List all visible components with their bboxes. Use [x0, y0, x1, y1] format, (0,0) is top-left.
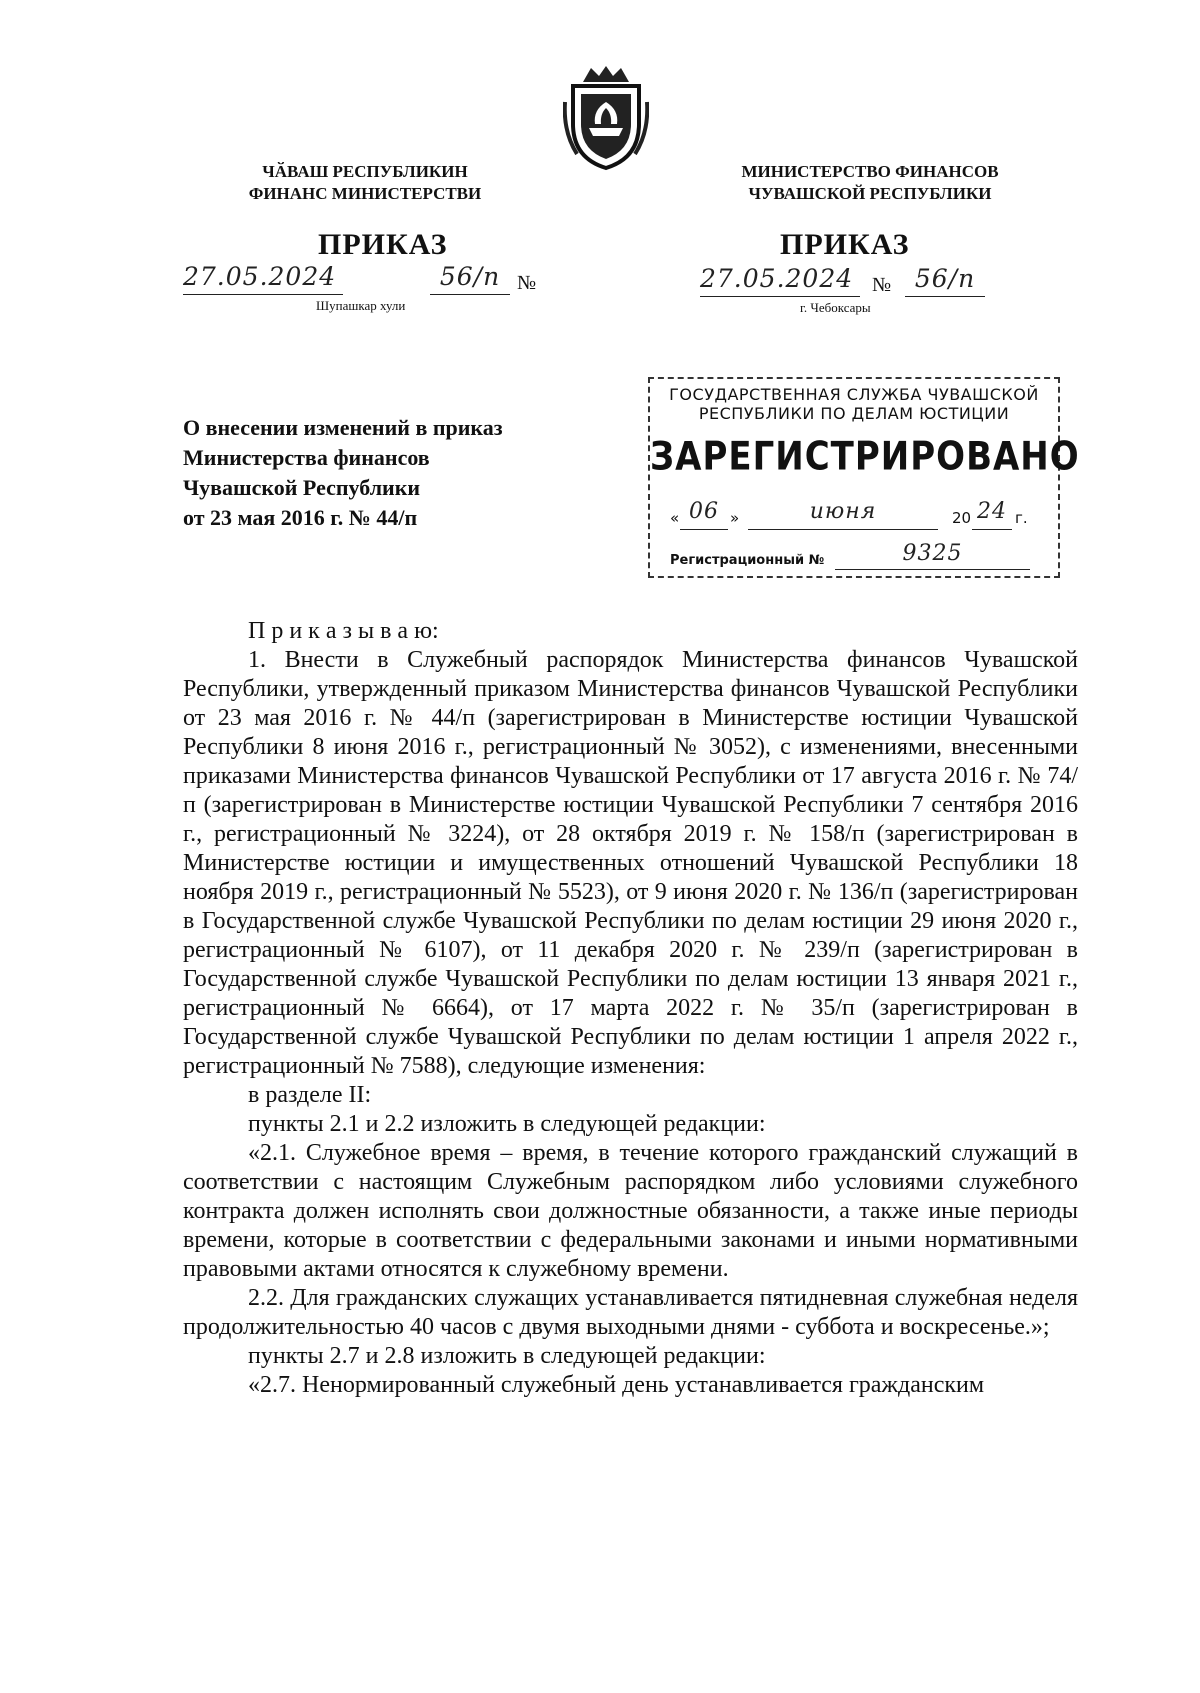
- stamp-header: [662, 385, 1046, 423]
- stamp-line2: РЕСПУБЛИКИ ПО ДЕЛАМ ЮСТИЦИИ: [698, 404, 1010, 423]
- stamp-reg-number: 9325: [835, 541, 1030, 570]
- paragraph-2-2: 2.2. Для гражданских служащих устанавливается пятидневная служебная неделя продолжительностью 40 часов с двумя выходными днями - суббота и воскресенье.»;: [183, 1285, 1078, 1340]
- paragraph-1: 1. Внести в Служебный распорядок Министерства финансов Чувашской Республики, утвержденный приказом Министерства финансов Чувашской Республики от 23 мая 2016 г. № 44/п (зарегистрирован в Министерстве юстиции Чувашской Республики 8 июня 2016 г., регистрационный № 3052), с изменениями, внесенными приказами Министерства финансов Чувашской Республики от 17 августа 2016 г. № 74/п (зарегистрирован в Министерстве юстиции Чувашской Республики 7 сентября 2016 г., регистрационный № 3224), от 28 октября 2019 г. № 158/п (зарегистрирован в Министерстве юстиции и имущественных отношений Чувашской Республики 18 ноября 2019 г., регистрационный № 5523), от 9 июня 2020 г. № 136/п (зарегистрирован в Государственной службе Чувашской Республики по делам юстиции 29 июня 2020 г., регистрационный № 6107), от 11 декабря 2020 г. № 239/п (зарегистрирован в Государственной службе Чувашской Республики по делам юстиции 13 января 2021 г., регистрационный № 6664), от 17 марта 2022 г. № 35/п (зарегистрирован в Государственной службе Чувашской Республики по делам юстиции 1 апреля 2022 г., регистрационный № 7588), следующие изменения:: [183, 647, 1078, 1079]
- order-date-left: 27.05.2024: [183, 262, 343, 295]
- subject-line3: Чувашской Республики: [183, 475, 421, 500]
- number-sign-right: №: [872, 274, 892, 296]
- order-title-right: ПРИКАЗ: [780, 228, 910, 261]
- stamp-line1: ГОСУДАРСТВЕННАЯ СЛУЖБА ЧУВАШСКОЙ: [669, 385, 1039, 404]
- order-phrase: П р и к а з ы в а ю:: [248, 618, 439, 644]
- order-number-right: 56/п: [905, 264, 985, 297]
- stamp-day: 06: [680, 499, 728, 530]
- header-right: [715, 161, 1025, 205]
- stamp-year-suffix: 24: [972, 499, 1012, 530]
- document-body: [183, 617, 1078, 1400]
- order-date-right: 27.05.2024: [700, 264, 860, 297]
- stamp-year-g: г.: [1015, 509, 1028, 527]
- stamp-open-quote: «: [670, 509, 680, 527]
- document-subject: [183, 413, 543, 533]
- order-title-left: ПРИКАЗ: [318, 228, 448, 261]
- paragraph-section-2: в разделе II:: [248, 1082, 372, 1108]
- stamp-reg-label: Регистрационный №: [670, 553, 825, 568]
- stamp-close-quote: »: [730, 509, 740, 527]
- number-sign-left: №: [517, 272, 537, 294]
- stamp-registration: [670, 541, 1050, 571]
- paragraph-points-2-7-2-8: пункты 2.7 и 2.8 изложить в следующей редакции:: [248, 1343, 766, 1369]
- stamp-date: [670, 499, 1050, 533]
- stamp-title: ЗАРЕГИСТРИРОВАНО: [650, 434, 1080, 480]
- header-left: [230, 161, 500, 205]
- subject-line1: О внесении изменений в приказ: [183, 415, 503, 440]
- order-number-left: 56/п: [430, 262, 510, 295]
- paragraph-points-2-1-2-2: пункты 2.1 и 2.2 изложить в следующей редакции:: [248, 1111, 766, 1137]
- header-right-line1: МИНИСТЕРСТВО ФИНАНСОВ: [741, 162, 999, 181]
- paragraph-2-1: «2.1. Служебное время – время, в течение которого гражданский служащий в соответствии с настоящим Служебным распорядком либо условиями служебного контракта должен исполнять свои должностные обязанности, а также иные периоды времени, которые в соответствии с федеральными законами и иными нормативными правовыми актами относятся к служебному времени.: [183, 1140, 1078, 1282]
- registration-stamp: [648, 377, 1080, 578]
- header-right-line2: ЧУВАШСКОЙ РЕСПУБЛИКИ: [748, 184, 992, 203]
- stamp-month: июня: [748, 499, 938, 530]
- header-left-line1: ЧӐВАШ РЕСПУБЛИКИН: [262, 162, 468, 181]
- coat-of-arms-emblem: [563, 62, 649, 172]
- header-left-line2: ФИНАНС МИНИСТЕРСТВИ: [248, 184, 482, 203]
- subject-line4: от 23 мая 2016 г. № 44/п: [183, 505, 418, 530]
- stamp-year-prefix: 20: [952, 509, 972, 527]
- city-left: Шупашкар хули: [316, 298, 406, 313]
- paragraph-2-7: «2.7. Ненормированный служебный день устанавливается гражданским: [248, 1372, 985, 1398]
- city-right: г. Чебоксары: [800, 300, 871, 315]
- subject-line2: Министерства финансов: [183, 445, 430, 470]
